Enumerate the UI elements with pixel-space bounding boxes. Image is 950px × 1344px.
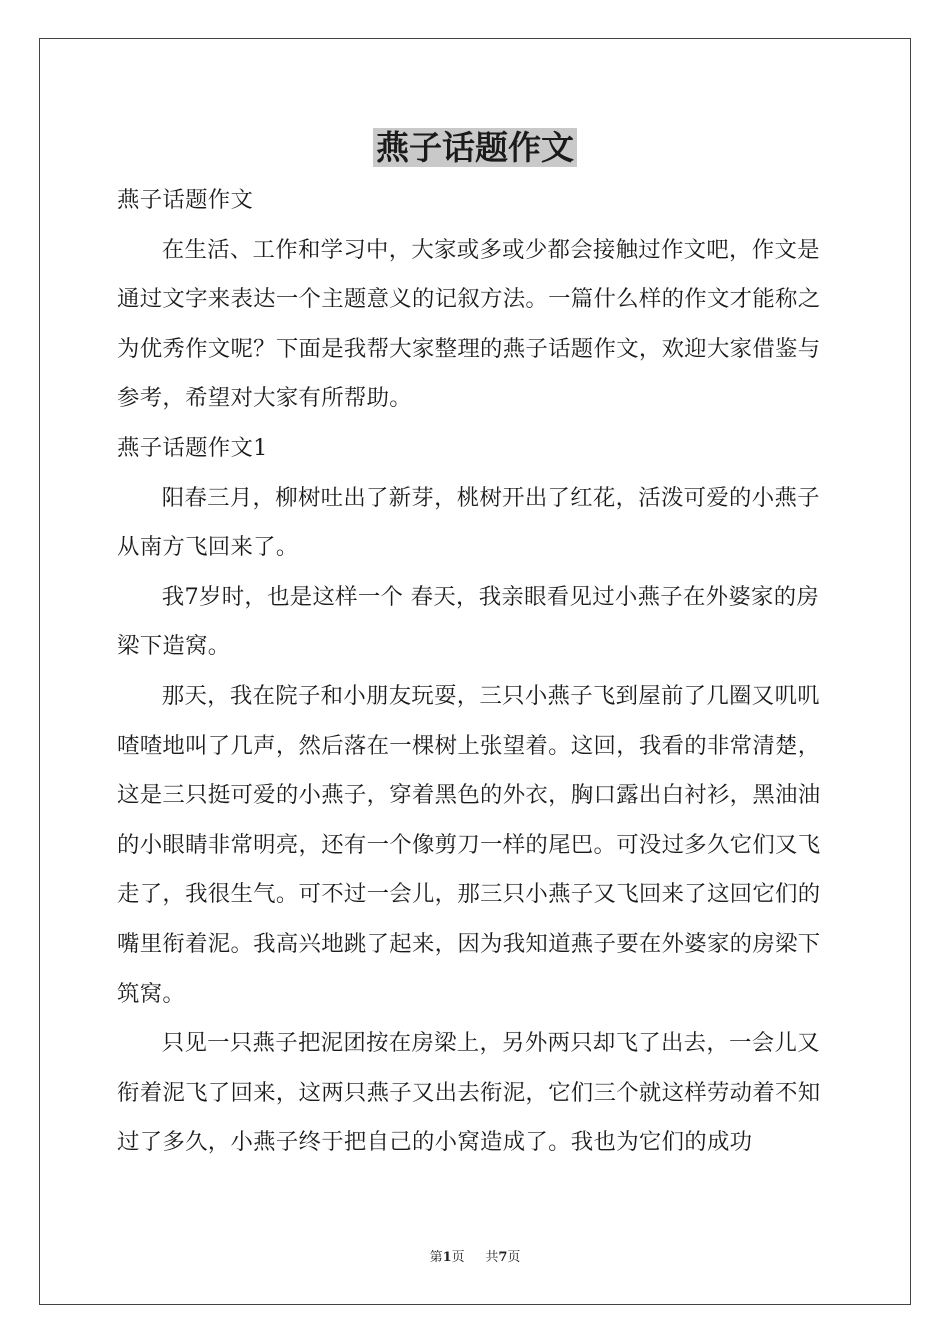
page-number: 第1页	[429, 1250, 465, 1265]
body-paragraph: 那天，我在院子和小朋友玩耍，三只小燕子飞到屋前了几圈又叽叽喳喳地叫了几声，然后落在一棵树上张望着。这回，我看的非常清楚，这是三只挺可爱的小燕子，穿着黑色的外衣，胸口露出白衬衫，黑油油的小眼睛非常明亮，还有一个像剪刀一样的尾巴。可没过多久它们又飞走了，我很生气。可不过一会儿，那三只小燕子又飞回来了这回它们的嘴里衔着泥。我高兴地跳了起来，因为我知道燕子要在外婆家的房梁下筑窝。	[117, 682, 821, 1007]
body-paragraph: 我7岁时，也是这样一个 春天，我亲眼看见过小燕子在外婆家的房梁下造窝。	[117, 583, 820, 660]
document-body	[117, 176, 833, 1168]
page-footer	[0, 1246, 950, 1265]
subtitle: 燕子话题作文	[117, 187, 254, 213]
section-heading: 燕子话题作文1	[117, 434, 268, 461]
body-paragraph: 阳春三月，柳树吐出了新芽，桃树开出了红花，活泼可爱的小燕子从南方飞回来了。	[117, 484, 820, 561]
intro-paragraph: 在生活、工作和学习中，大家或多或少都会接触过作文吧，作文是通过文字来表达一个主题意义的记叙方法。一篇什么样的作文才能称之为优秀作文呢？下面是我帮大家整理的燕子话题作文，欢迎大家借鉴与参考，希望对大家有所帮助。	[117, 236, 821, 412]
document-title	[0, 126, 950, 170]
page-total: 共7页	[485, 1250, 521, 1265]
document-title-text: 燕子话题作文	[373, 128, 577, 167]
body-paragraph: 只见一只燕子把泥团按在房梁上，另外两只却飞了出去，一会儿又衔着泥飞了回来，这两只燕子又出去衔泥，它们三个就这样劳动着不知过了多久，小燕子终于把自己的小窝造成了。我也为它们的成功	[117, 1030, 821, 1156]
